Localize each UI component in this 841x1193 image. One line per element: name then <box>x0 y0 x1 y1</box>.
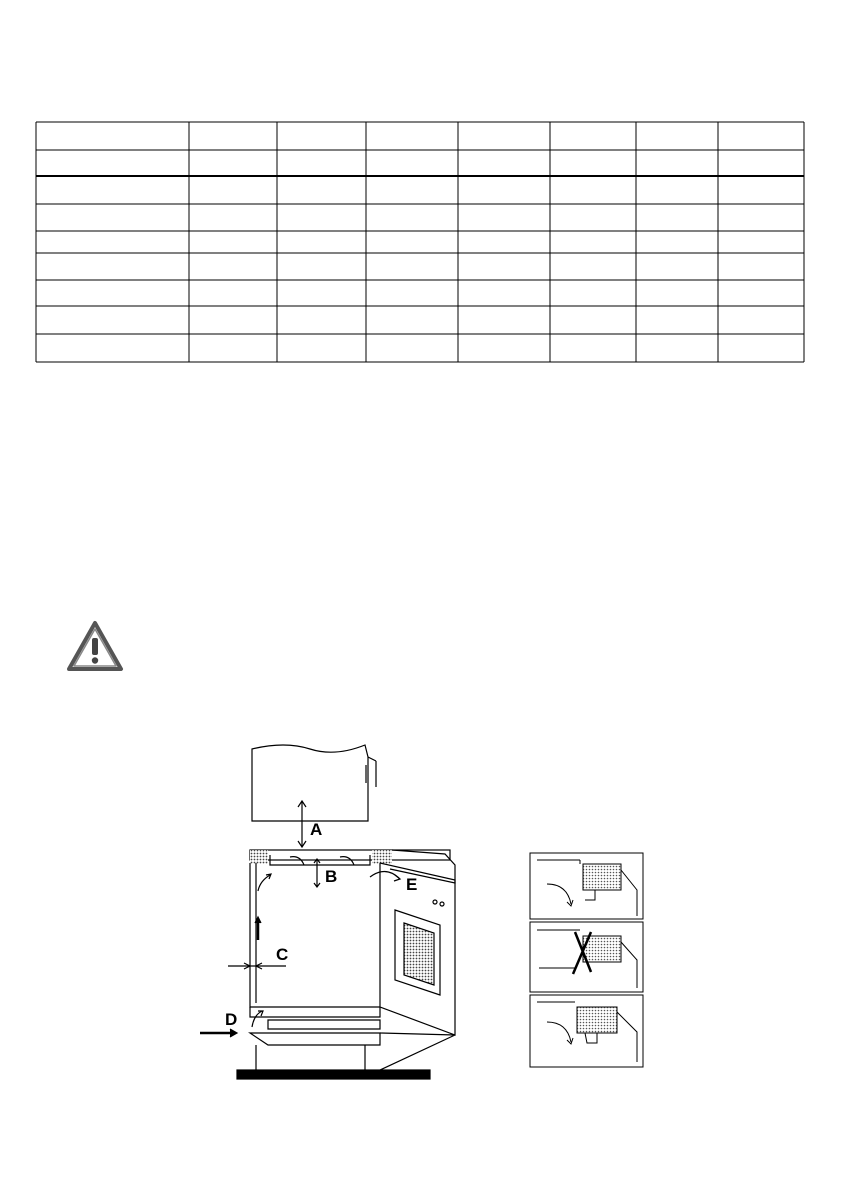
table-grid <box>36 122 804 362</box>
upper-cabinet <box>252 745 368 821</box>
installation-diagram <box>190 735 460 1085</box>
warning-triangle-icon <box>66 620 124 672</box>
floor-line <box>237 1070 430 1079</box>
airflow-blocked-icon <box>530 922 643 992</box>
airflow-correct-icon <box>530 995 643 1067</box>
label-d: D <box>225 1010 238 1029</box>
airflow-correct-icon <box>530 853 643 919</box>
ventilation-detail-panels <box>525 850 650 1070</box>
label-c: C <box>276 945 289 964</box>
label-e: E <box>406 875 418 894</box>
label-a: A <box>310 820 323 839</box>
spec-table <box>0 0 841 380</box>
label-b: B <box>325 867 338 886</box>
